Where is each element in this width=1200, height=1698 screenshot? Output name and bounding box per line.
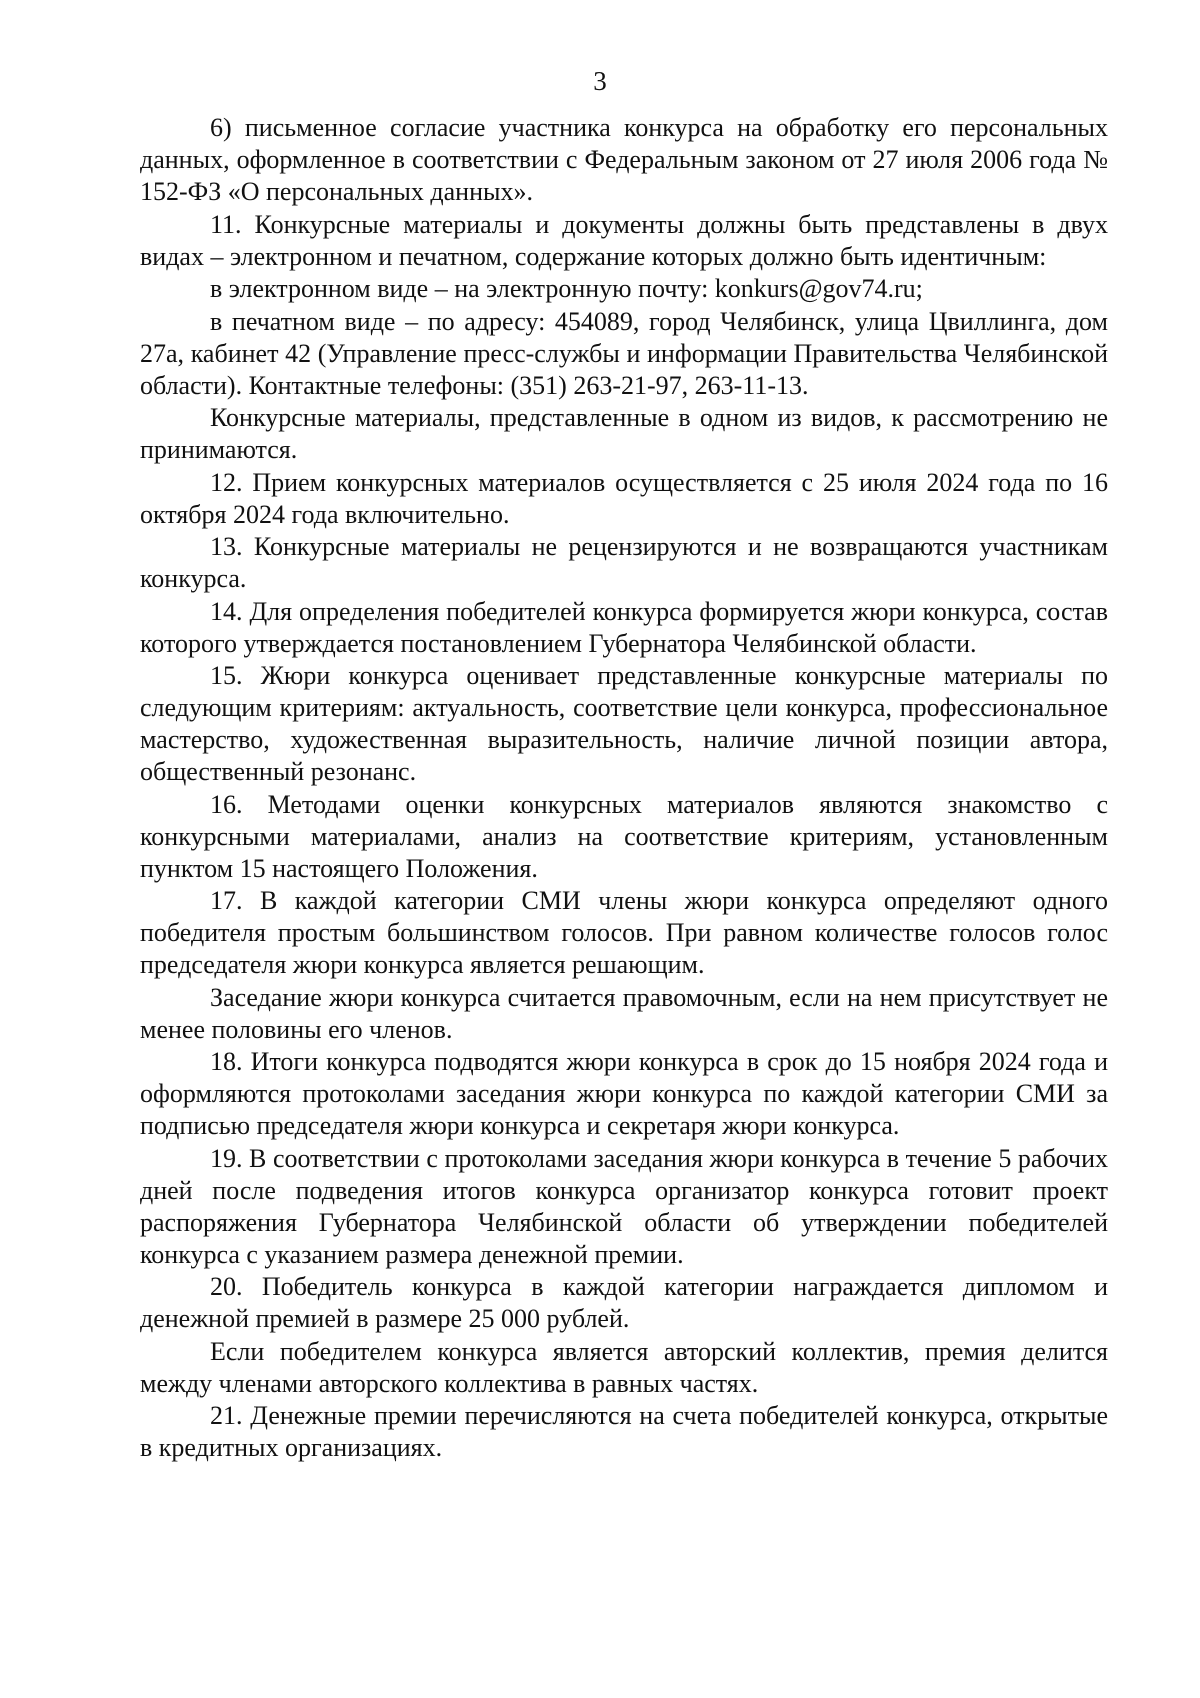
paragraph-11-note: Конкурсные материалы, представленные в одном из видов, к рассмотрению не принимаются.: [140, 403, 1108, 464]
paragraph-13: 13. Конкурсные материалы не рецензируются и не возвращаются участникам конкурса.: [140, 532, 1108, 593]
document-body: [140, 112, 1108, 1465]
paragraph-15: 15. Жюри конкурса оценивает представленные конкурсные материалы по следующим критериям: актуальность, соответствие цели конкурса, профессиональное мастерство, художественная выразительность, наличие личной позиции автора, общественный резонанс.: [140, 661, 1108, 786]
paragraph-17: 17. В каждой категории СМИ члены жюри конкурса определяют одного победителя простым большинством голосов. При равном количестве голосов голос председателя жюри конкурса является решающим.: [140, 886, 1108, 979]
page-number: 3: [593, 66, 607, 96]
paragraph-11: 11. Конкурсные материалы и документы должны быть представлены в двух видах – электронном и печатном, содержание которых должно быть идентичным:: [140, 209, 1108, 271]
paragraph-12: 12. Прием конкурсных материалов осуществляется с 25 июля 2024 года по 16 октября 2024 года включительно.: [140, 467, 1108, 529]
paragraph-14: 14. Для определения победителей конкурса формируется жюри конкурса, состав которого утверждается постановлением Губернатора Челябинской области.: [140, 596, 1108, 658]
paragraph-19: 19. В соответствии с протоколами заседания жюри конкурса в течение 5 рабочих дней после подведения итогов конкурса организатор конкурса готовит проект распоряжения Губернатора Челябинской области об утверждении победителей конкурса с указанием размера денежной премии.: [140, 1143, 1108, 1269]
paragraph-item-6: 6) письменное согласие участника конкурса на обработку его персональных данных, оформленное в соответствии с Федеральным законом от 27 июля 2006 года № 152-ФЗ «О персональных данных».: [140, 113, 1108, 206]
paragraph-11-electronic: в электронном виде – на электронную почту: konkurs@gov74.ru;: [210, 274, 923, 303]
paragraph-20-collective: Если победителем конкурса является авторский коллектив, премия делится между членами авторского коллектива в равных частях.: [140, 1336, 1108, 1398]
paragraph-16: 16. Методами оценки конкурсных материалов являются знакомство с конкурсными материалами, анализ на соответствие критериям, установленным пунктом 15 настоящего Положения.: [140, 789, 1108, 883]
paragraph-17-quorum: Заседание жюри конкурса считается правомочным, если на нем присутствует не менее половины его членов.: [140, 982, 1108, 1044]
paragraph-18: 18. Итоги конкурса подводятся жюри конкурса в срок до 15 ноября 2024 года и оформляются протоколами заседания жюри конкурса по каждой категории СМИ за подписью председателя жюри конкурса и секретаря жюри конкурса.: [140, 1047, 1108, 1140]
paragraph-20: 20. Победитель конкурса в каждой категории награждается дипломом и денежной премией в размере 25 000 рублей.: [140, 1272, 1108, 1333]
paragraph-21: 21. Денежные премии перечисляются на счета победителей конкурса, открытые в кредитных организациях.: [140, 1401, 1108, 1462]
paragraph-11-print: в печатном виде – по адресу: 454089, город Челябинск, улица Цвиллинга, дом 27а, кабинет 42 (Управление пресс-службы и информации Правительства Челябинской области). Контактные телефоны: (351) 263-21-97, 263-11-13.: [140, 306, 1108, 400]
